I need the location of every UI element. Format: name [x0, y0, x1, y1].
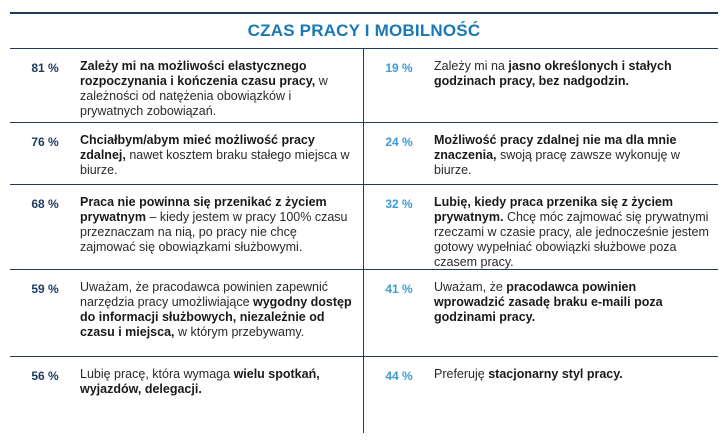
- right-cell: [364, 49, 718, 122]
- left-percentage: 59 %: [31, 282, 59, 296]
- right-statement: [434, 280, 718, 356]
- right-cell: [364, 123, 718, 184]
- table-row: [10, 270, 718, 357]
- right-cell: [364, 185, 718, 269]
- left-cell: [10, 270, 364, 356]
- table-title: CZAS PRACY I MOBILNOŚĆ: [247, 21, 481, 40]
- table-row: [10, 185, 718, 270]
- right-percentage: 32 %: [385, 197, 413, 211]
- statement-part: Chcę móc zajmować się prywatnymi rzeczami w czasie pracy, ale jednocześnie jestem gotowy wypełniać obowiązki służbowe poza czasem pracy.: [434, 210, 709, 269]
- right-percentage: 44 %: [385, 369, 413, 383]
- left-percentage: 56 %: [31, 369, 59, 383]
- statement-part: jasno określonych i stałych godzinach pracy, bez nadgodzin.: [434, 59, 672, 88]
- right-statement: [434, 59, 718, 122]
- right-cell: [364, 357, 718, 433]
- left-statement: [80, 280, 363, 356]
- statement-part: w zależności od natężenia obowiązków i prywatnych zobowiązań.: [80, 74, 328, 118]
- statement-part: Uważam, że: [434, 280, 507, 294]
- statement-part: pracodawca powinien wprowadzić zasadę braku e-maili poza godzinami pracy.: [434, 280, 663, 324]
- right-statement: [434, 367, 631, 433]
- statement-part: Zależy mi na: [434, 59, 509, 73]
- statement-part: Praca nie powinna się przenikać z życiem prywatnym: [80, 195, 327, 224]
- statement-part: – kiedy jestem w pracy 100% czasu przeznaczam na nią, po pracy nie chcę zajmować się obowiązkami służbowymi.: [80, 210, 348, 254]
- statement-part: Uważam, że pracodawca powinien zapewnić narzędzia pracy umożliwiające: [80, 280, 329, 309]
- left-statement: [80, 133, 363, 184]
- left-percentage: 81 %: [31, 61, 59, 75]
- left-cell: [10, 49, 364, 122]
- left-cell: [10, 185, 364, 269]
- title-bar: [10, 12, 718, 49]
- left-percentage: 76 %: [31, 135, 59, 149]
- statement-part: Możliwość pracy zdalnej nie ma dla mnie znaczenia,: [434, 133, 677, 162]
- table-row: [10, 123, 718, 185]
- left-statement: [80, 367, 363, 433]
- right-statement: [434, 195, 718, 269]
- right-percentage: 19 %: [385, 61, 413, 75]
- left-statement: [80, 59, 363, 122]
- left-percentage: 68 %: [31, 197, 59, 211]
- right-cell: [364, 270, 718, 356]
- right-percentage: 41 %: [385, 282, 413, 296]
- statement-part: w którym przebywamy.: [174, 325, 305, 339]
- left-cell: [10, 123, 364, 184]
- statement-part: Lubię, kiedy praca przenika się z życiem prywatnym.: [434, 195, 673, 224]
- left-statement: [80, 195, 363, 269]
- table-body: [10, 49, 718, 433]
- table-row: [10, 357, 718, 433]
- statement-part: wygodny dostęp do informacji służbowych, niezależnie od czasu i miejsca,: [80, 295, 352, 339]
- statement-part: wielu spotkań, wyjazdów, delegacji.: [80, 367, 320, 396]
- statement-part: Chciałbym/abym mieć możliwość pracy zdalnej,: [80, 133, 315, 162]
- survey-table: [10, 12, 718, 430]
- statement-part: Lubię pracę, która wymaga: [80, 367, 234, 381]
- statement-part: Zależy mi na możliwości elastycznego rozpoczynania i kończenia czasu pracy,: [80, 59, 316, 88]
- table-row: [10, 49, 718, 123]
- right-statement: [434, 133, 718, 184]
- statement-part: Preferuję: [434, 367, 489, 381]
- statement-part: stacjonarny styl pracy.: [488, 367, 623, 381]
- statement-part: swoją pracę zawsze wykonuję w biurze.: [434, 148, 680, 177]
- left-cell: [10, 357, 364, 433]
- right-percentage: 24 %: [385, 135, 413, 149]
- statement-part: nawet kosztem braku stałego miejsca w biurze.: [80, 148, 350, 177]
